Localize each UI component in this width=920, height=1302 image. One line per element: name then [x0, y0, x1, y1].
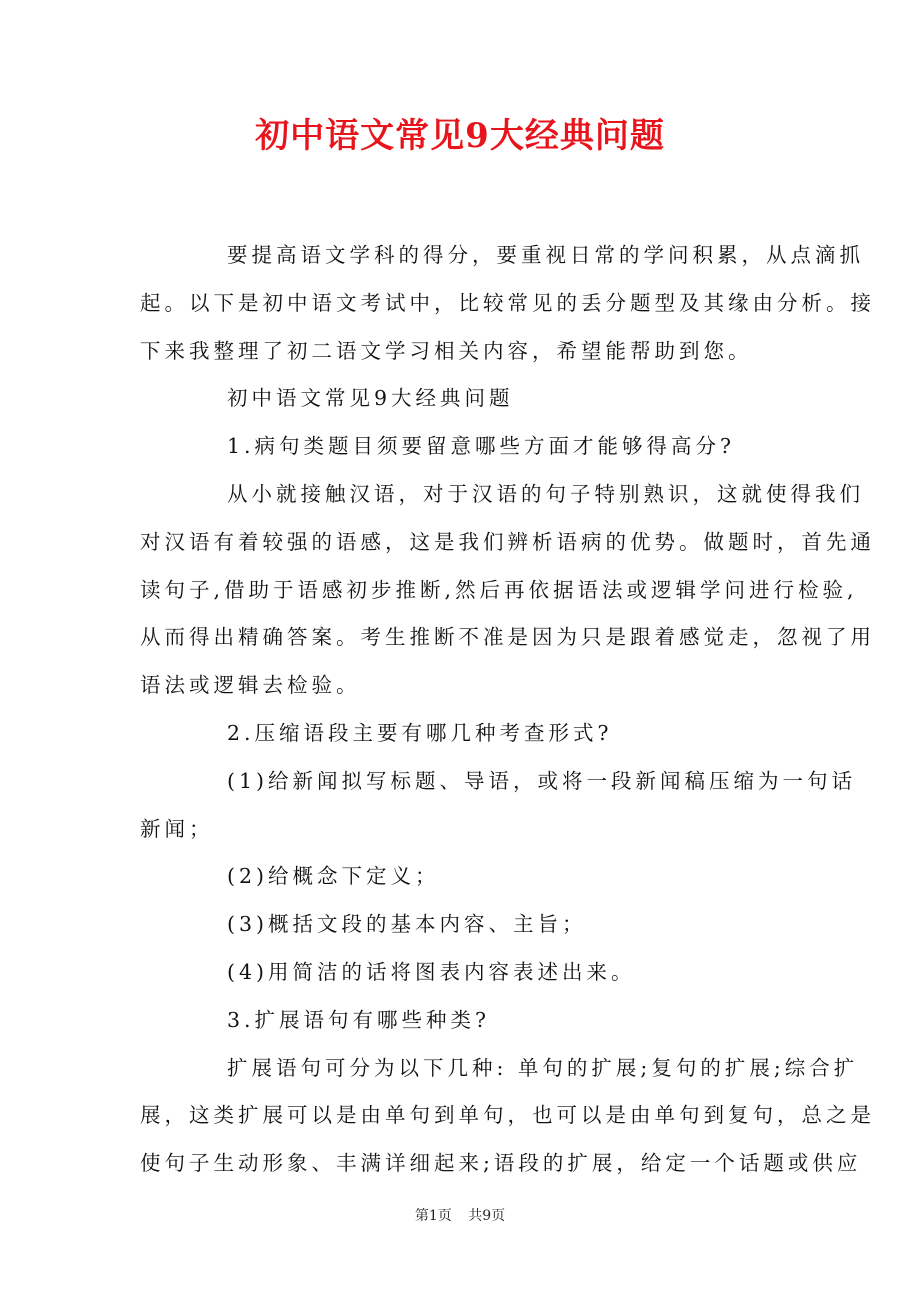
paragraph-line: (2)给概念下定义；	[227, 864, 440, 889]
paragraph-line: 3.扩展语句有哪些种类?	[227, 1007, 491, 1032]
document-title: 初中语文常见9大经典问题	[255, 116, 665, 156]
paragraph-line: 读句子,借助于语感初步推断,然后再依据语法或逻辑学问进行检验,	[140, 577, 858, 602]
paragraph-line: 起。以下是初中语文考试中，比较常见的丢分题型及其缘由分析。接	[140, 290, 875, 315]
paragraph-line: 新闻；	[140, 816, 214, 841]
paragraph-line: 2.压缩语段主要有哪几种考查形式?	[227, 720, 613, 745]
paragraph-line: 语法或逻辑去检验。	[140, 673, 361, 698]
paragraph-line: 使句子生动形象、丰满详细起来;语段的扩展，给定一个话题或供应	[140, 1151, 862, 1176]
paragraph-line: 展，这类扩展可以是由单句到单句，也可以是由单句到复句，总之是	[140, 1103, 875, 1128]
paragraph-line: 要提高语文学科的得分，要重视日常的学问积累，从点滴抓	[227, 243, 864, 267]
page-number: 第1页	[414, 1208, 452, 1224]
paragraph-line: 下来我整理了初二语文学习相关内容，希望能帮助到您。	[140, 338, 753, 363]
paragraph-line: 对汉语有着较强的语感，这是我们辨析语病的优势。做题时，首先通	[140, 529, 875, 554]
paragraph-line: 从小就接触汉语，对于汉语的句子特别熟识，这就使得我们	[227, 481, 864, 506]
page-footer	[0, 1205, 920, 1225]
paragraph-line: (4)用简洁的话将图表内容表述出来。	[227, 959, 636, 984]
paragraph-line: (1)给新闻拟写标题、导语，或将一段新闻稿压缩为一句话	[227, 768, 857, 793]
paragraph-line: 1.病句类题目须要留意哪些方面才能够得高分?	[227, 434, 736, 459]
document-body	[140, 232, 875, 1188]
paragraph-line: (3)概括文段的基本内容、主旨；	[227, 912, 587, 937]
paragraph-line: 扩展语句可分为以下几种: 单句的扩展;复句的扩展;综合扩	[227, 1055, 859, 1080]
page-total: 共9页	[468, 1208, 506, 1224]
paragraph-line: 初中语文常见9大经典问题	[227, 386, 514, 411]
paragraph-line: 从而得出精确答案。考生推断不准是因为只是跟着感觉走，忽视了用	[140, 625, 875, 650]
